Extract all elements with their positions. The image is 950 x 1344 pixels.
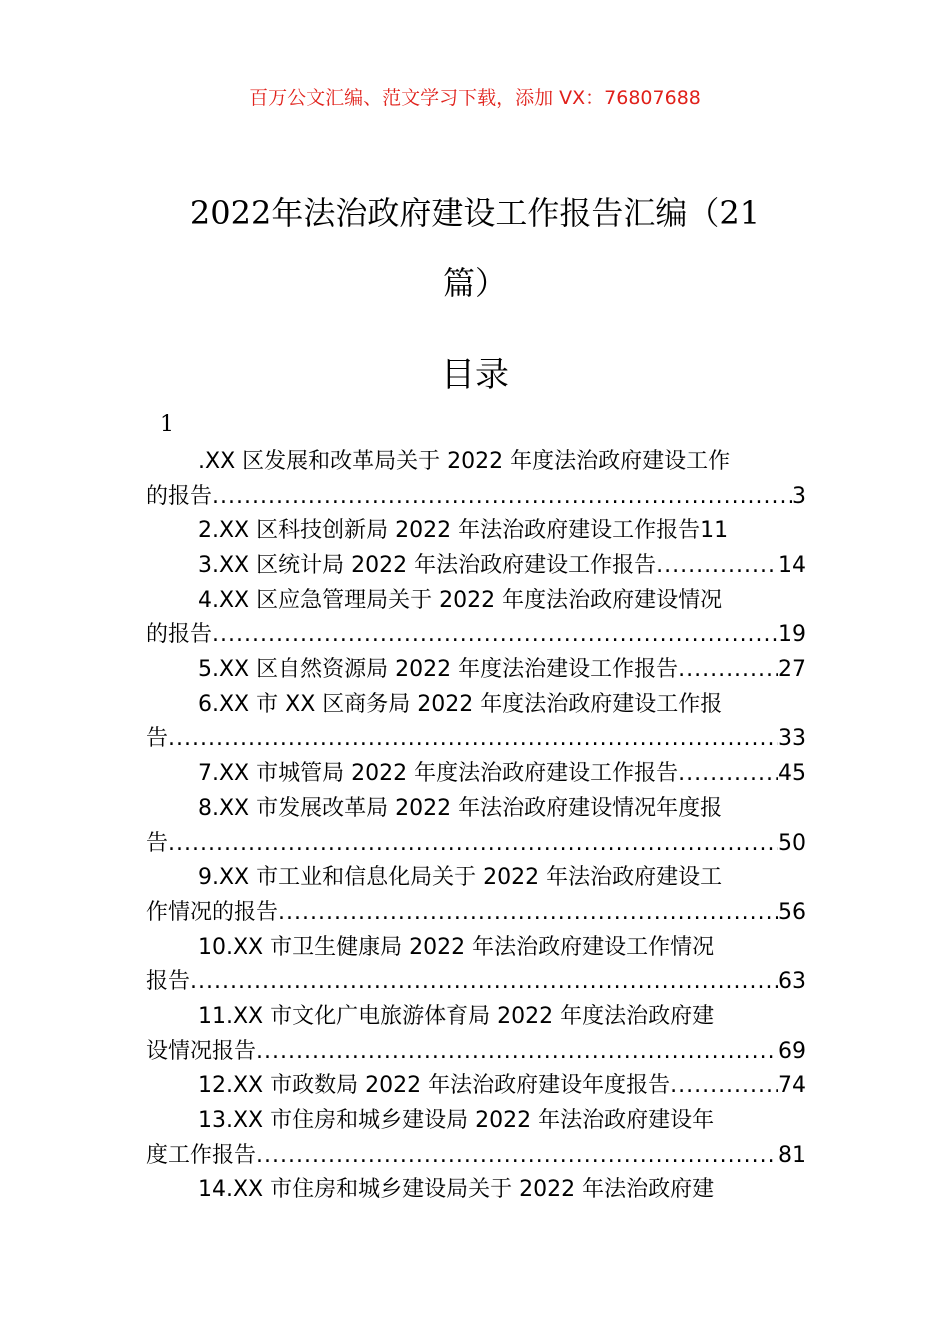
toc-page-number: 11 bbox=[700, 518, 729, 544]
toc-page-number: 45 bbox=[778, 761, 806, 787]
toc-entry-8[interactable] bbox=[146, 792, 806, 861]
toc-entry-title-cont: 度工作报告 bbox=[146, 1142, 257, 1168]
leader-dots bbox=[212, 618, 778, 653]
leader-dots bbox=[670, 1069, 778, 1104]
title-year: 2022 bbox=[189, 194, 272, 232]
toc-entry-title: 2.XX 区科技创新局 2022 年法治政府建设工作报告 bbox=[198, 518, 701, 544]
toc-entry-title-cont: 的报告 bbox=[146, 483, 213, 509]
leader-dots bbox=[212, 480, 792, 515]
toc-page-number: 14 bbox=[778, 553, 806, 579]
leader-dots bbox=[678, 757, 778, 792]
toc-entry-title-cont: 的报告 bbox=[146, 622, 213, 648]
toc-entry-title: 8.XX 市发展改革局 2022 年法治政府建设情况年度报 bbox=[198, 795, 723, 821]
toc-entry-title-cont: 报告 bbox=[146, 969, 191, 995]
toc-page-number: 33 bbox=[778, 726, 806, 752]
toc-entry-title: .XX 区发展和改革局关于 2022 年度法治政府建设工作 bbox=[198, 448, 731, 474]
toc-entry-10[interactable] bbox=[146, 931, 806, 1000]
table-of-contents bbox=[146, 445, 806, 1208]
toc-entry-title-cont: 告 bbox=[146, 830, 169, 856]
leader-dots bbox=[168, 723, 778, 758]
toc-entry-5[interactable] bbox=[146, 653, 806, 688]
toc-entry-11[interactable] bbox=[146, 1000, 806, 1069]
toc-first-number: 1 bbox=[160, 412, 174, 437]
toc-entry-7[interactable] bbox=[146, 757, 806, 792]
toc-entry-title-cont: 作情况的报告 bbox=[146, 899, 279, 925]
toc-entry-title: 5.XX 区自然资源局 2022 年度法治建设工作报告 bbox=[198, 657, 679, 683]
toc-entry-title: 11.XX 市文化广电旅游体育局 2022 年度法治政府建 bbox=[198, 1003, 715, 1029]
toc-entry-title: 12.XX 市政数局 2022 年法治政府建设年度报告 bbox=[198, 1073, 671, 1099]
toc-entry-9[interactable] bbox=[146, 861, 806, 930]
toc-entry-title: 14.XX 市住房和城乡建设局关于 2022 年法治政府建 bbox=[198, 1177, 715, 1203]
toc-page-number: 81 bbox=[778, 1142, 806, 1168]
toc-entry-13[interactable] bbox=[146, 1104, 806, 1173]
title-count: 21 bbox=[719, 194, 761, 232]
title-line2: 篇） bbox=[442, 264, 507, 302]
toc-page-number: 69 bbox=[778, 1038, 806, 1064]
toc-entry-6[interactable] bbox=[146, 688, 806, 757]
toc-page-number: 50 bbox=[778, 830, 806, 856]
toc-page-number: 63 bbox=[778, 969, 806, 995]
toc-entry-title-cont: 设情况报告 bbox=[146, 1038, 257, 1064]
leader-dots bbox=[656, 549, 778, 584]
toc-entry-1[interactable] bbox=[146, 445, 806, 514]
toc-entry-14[interactable] bbox=[146, 1173, 806, 1208]
toc-entry-title: 9.XX 市工业和信息化局关于 2022 年法治政府建设工 bbox=[198, 865, 723, 891]
leader-dots bbox=[256, 1139, 778, 1174]
toc-entry-title: 6.XX 市 XX 区商务局 2022 年度法治政府建设工作报 bbox=[198, 691, 723, 717]
title-text: 年法治政府建设工作报告汇编（ bbox=[271, 194, 720, 232]
toc-entry-title: 4.XX 区应急管理局关于 2022 年度法治政府建设情况 bbox=[198, 587, 723, 613]
toc-entry-title: 3.XX 区统计局 2022 年法治政府建设工作报告 bbox=[198, 553, 657, 579]
toc-entry-title-cont: 告 bbox=[146, 726, 169, 752]
toc-entry-3[interactable] bbox=[146, 549, 806, 584]
leader-dots bbox=[256, 1035, 778, 1070]
toc-entry-2[interactable] bbox=[146, 514, 806, 549]
toc-entry-4[interactable] bbox=[146, 584, 806, 653]
toc-heading: 目录 bbox=[441, 355, 509, 395]
toc-page-number: 56 bbox=[778, 899, 806, 925]
toc-page-number: 27 bbox=[778, 657, 806, 683]
toc-entry-12[interactable] bbox=[146, 1069, 806, 1104]
toc-entry-title: 13.XX 市住房和城乡建设局 2022 年法治政府建设年 bbox=[198, 1108, 715, 1134]
toc-entry-title: 7.XX 市城管局 2022 年度法治政府建设工作报告 bbox=[198, 761, 679, 787]
toc-page-number: 19 bbox=[778, 622, 806, 648]
leader-dots bbox=[678, 653, 778, 688]
document-title bbox=[150, 178, 800, 318]
toc-entry-title: 10.XX 市卫生健康局 2022 年法治政府建设工作情况 bbox=[198, 934, 715, 960]
leader-dots bbox=[278, 896, 778, 931]
toc-page-number: 3 bbox=[792, 483, 806, 509]
leader-dots bbox=[168, 827, 778, 862]
leader-dots bbox=[190, 965, 778, 1000]
promo-banner: 百万公文汇编、范文学习下载，添加 VX：76807688 bbox=[249, 87, 701, 109]
toc-page-number: 74 bbox=[778, 1073, 806, 1099]
